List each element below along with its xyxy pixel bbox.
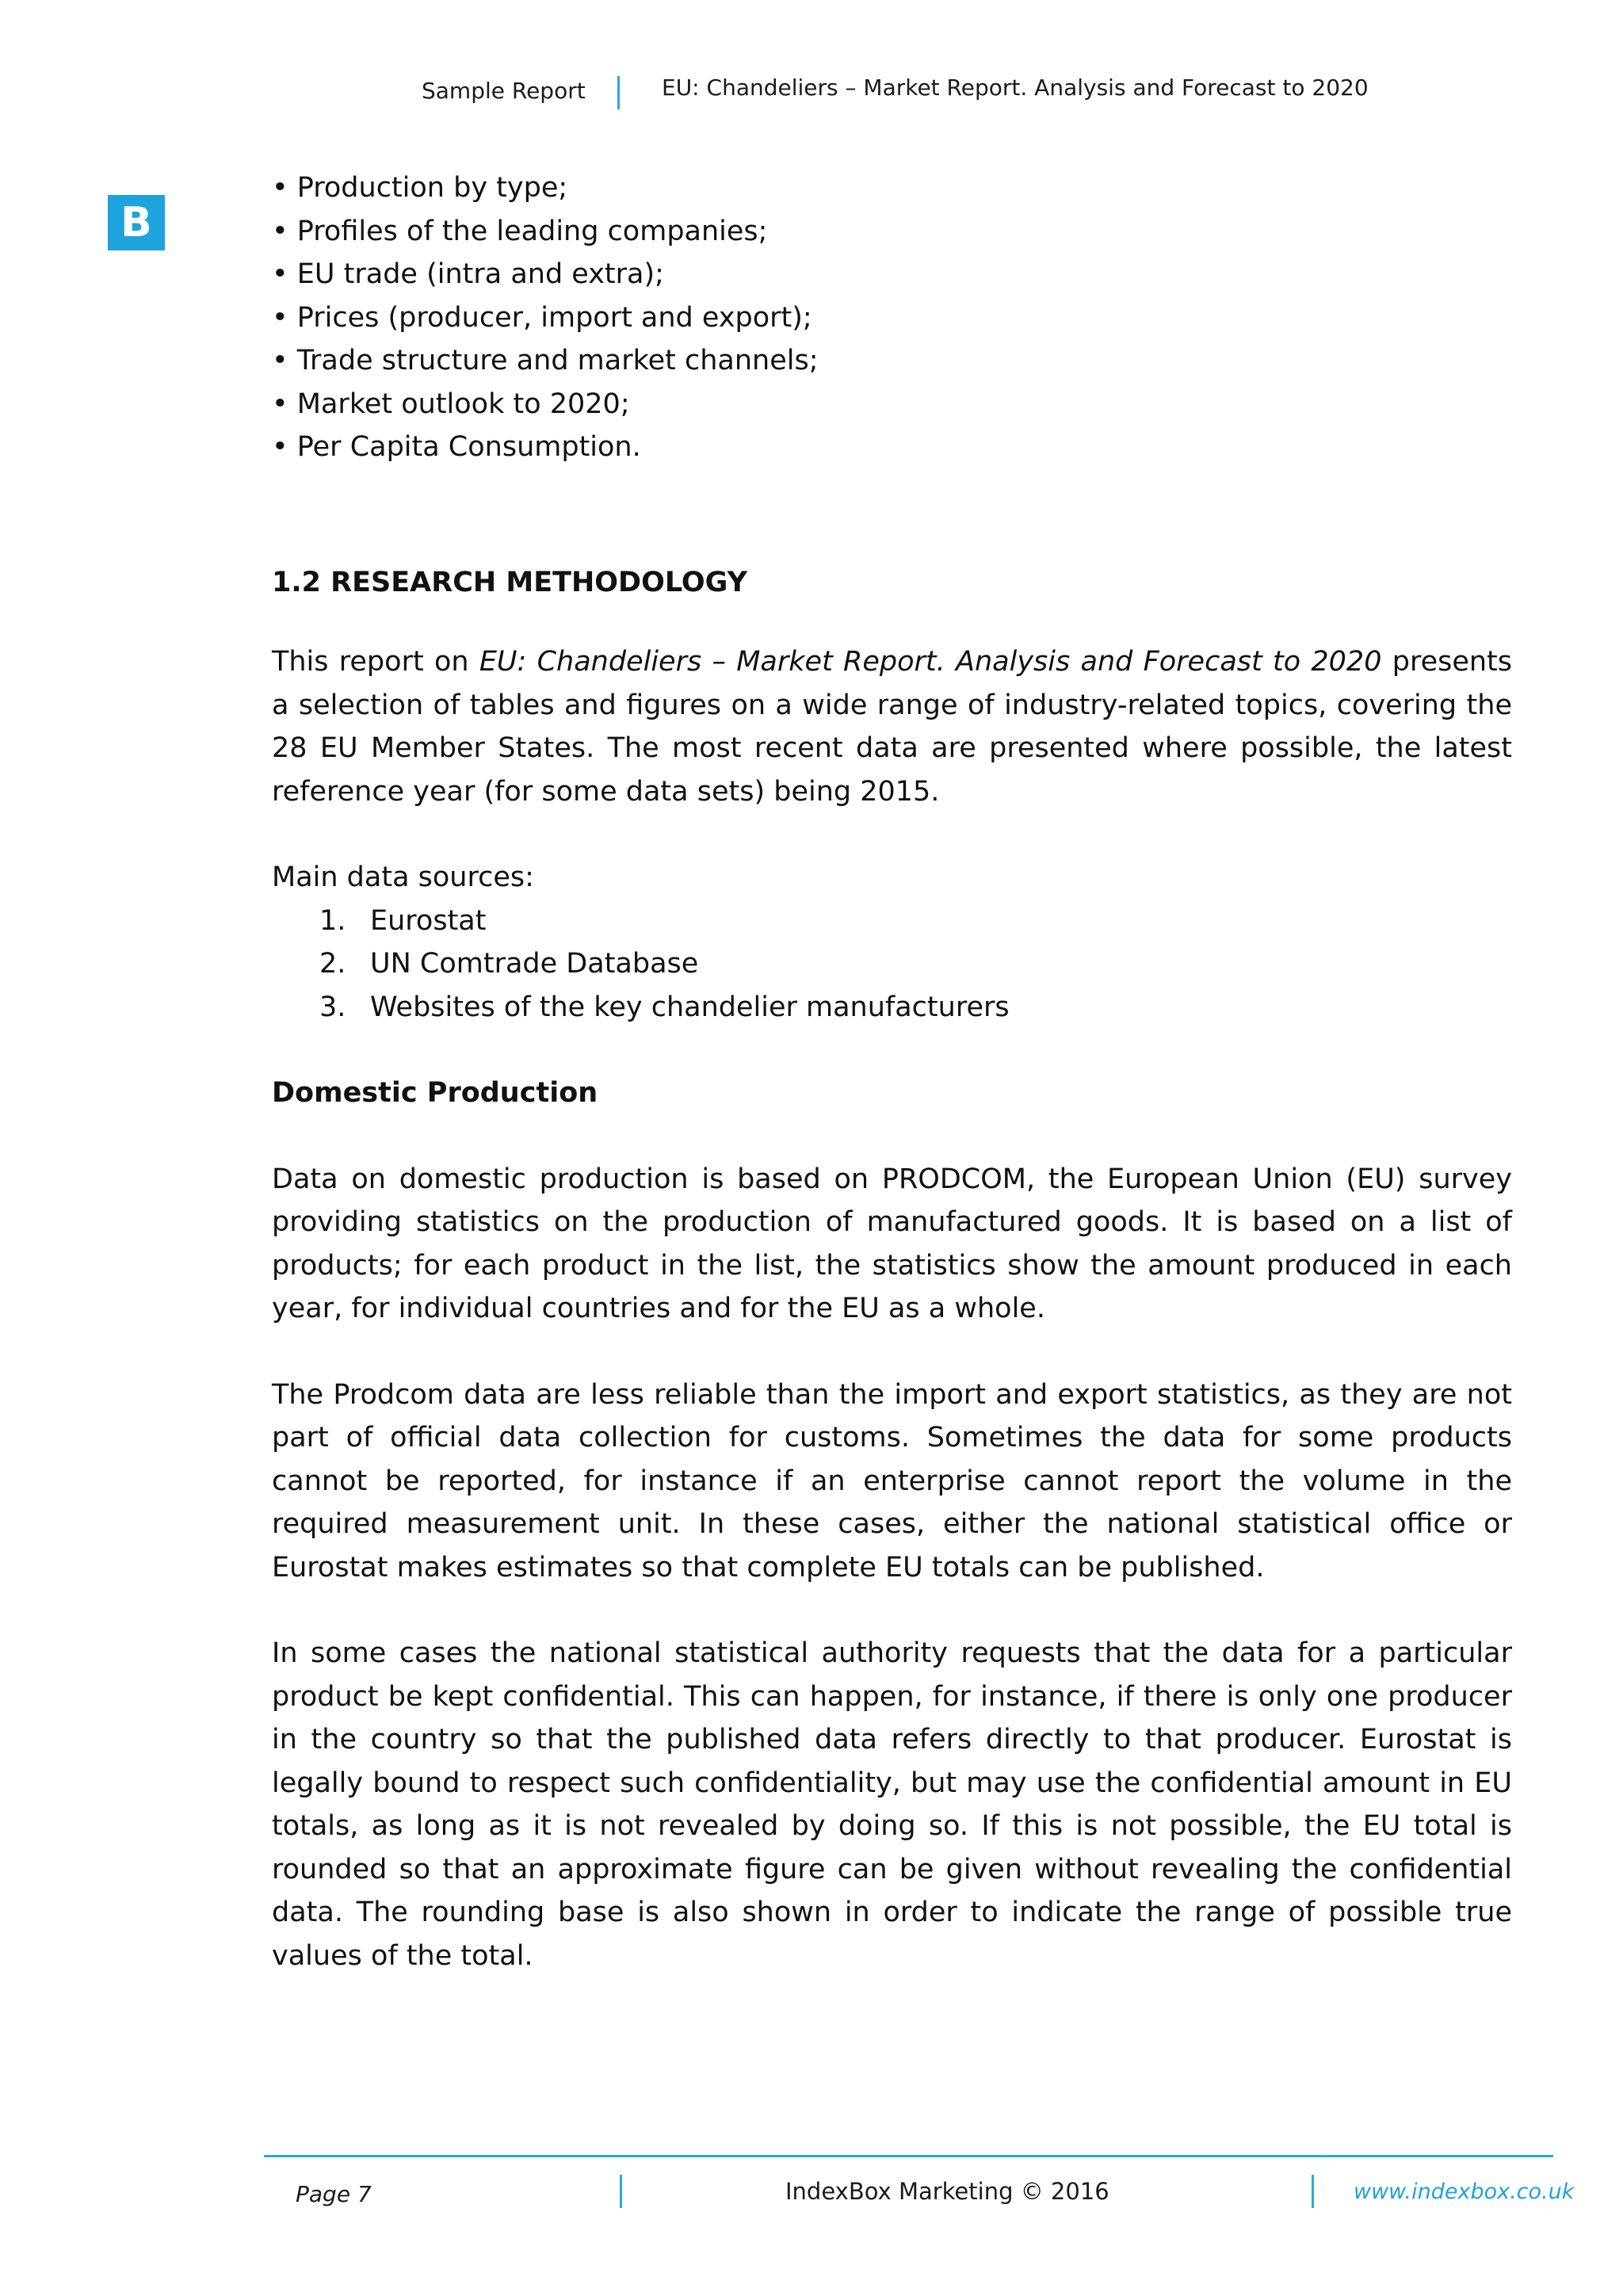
footer-copyright: IndexBox Marketing © 2016 bbox=[785, 2178, 1109, 2205]
list-text: Websites of the key chandelier manufacturers bbox=[370, 991, 1010, 1023]
list-item: • Production by type; bbox=[272, 166, 1512, 210]
sources-list bbox=[272, 900, 1512, 1030]
list-item bbox=[272, 986, 1512, 1030]
list-item bbox=[272, 900, 1512, 943]
intro-suffix: presents a selection of tables and figures on a wide range of industry-related topics, covering the 28 EU Member States. The most recent data are presented where possible, the latest reference year (for some data sets) being 2015. bbox=[272, 646, 1513, 808]
body-paragraph: The Prodcom data are less reliable than the import and export statistics, as they are not part of official data collection for customs. Sometimes the data for some products cannot be reported, for instance if an enterprise cannot report the volume in the required measurement unit. In these cases, either the national statistical office or Eurostat makes estimates so that complete EU totals can be published. bbox=[272, 1378, 1512, 1584]
report-title-italic: EU: Chandeliers – Market Report. Analysis and Forecast to 2020 bbox=[479, 646, 1382, 678]
footer-separator bbox=[1312, 2175, 1314, 2208]
page-number: Page 7 bbox=[296, 2181, 372, 2207]
list-number: 3. bbox=[319, 991, 346, 1023]
list-item: • Prices (producer, import and export); bbox=[272, 296, 1512, 340]
list-item: • Per Capita Consumption. bbox=[272, 426, 1512, 469]
list-item: • Market outlook to 2020; bbox=[272, 383, 1512, 426]
body-paragraph: Data on domestic production is based on PRODCOM, the European Union (EU) survey providing statistics on the production of manufactured goods. It is based on a list of products; for each product in the list, the statistics show the amount produced in each year, for individual countries and for the EU as a whole. bbox=[272, 1163, 1512, 1324]
scope-bullet-list bbox=[272, 166, 1512, 469]
list-item: • Profiles of the leading companies; bbox=[272, 210, 1512, 254]
header-separator bbox=[617, 76, 620, 109]
sources-label: Main data sources: bbox=[272, 861, 534, 893]
indexbox-logo-icon: B bbox=[108, 195, 165, 250]
subsection-heading: Domestic Production bbox=[272, 1077, 598, 1109]
list-text: UN Comtrade Database bbox=[370, 948, 699, 980]
list-item: • Trade structure and market channels; bbox=[272, 339, 1512, 383]
intro-prefix: This report on bbox=[272, 646, 479, 678]
header-report-title: EU: Chandeliers – Market Report. Analysis and Forecast to 2020 bbox=[662, 74, 1369, 101]
footer-separator bbox=[620, 2175, 622, 2208]
list-number: 1. bbox=[319, 904, 346, 937]
section-title: 1.2 RESEARCH METHODOLOGY bbox=[272, 566, 747, 598]
list-number: 2. bbox=[319, 948, 346, 980]
list-item: • EU trade (intra and extra); bbox=[272, 253, 1512, 296]
website-link[interactable]: www.indexbox.co.uk bbox=[1354, 2179, 1575, 2204]
list-item bbox=[272, 942, 1512, 986]
intro-paragraph bbox=[272, 640, 1512, 813]
body-paragraph: In some cases the national statistical authority requests that the data for a particular product be kept confidential. This can happen, for instance, if there is only one producer in the country so that the published data refers directly to that producer. Eurostat is legally bound to respect such confidentiality, but may use the confidential amount in EU totals, as long as it is not revealed by doing so. If this is not possible, the EU total is rounded so that an approximate figure can be given without revealing the confidential data. The rounding base is also shown in order to indicate the range of possible true values of the total. bbox=[272, 1637, 1512, 1972]
footer-rule bbox=[264, 2155, 1553, 2157]
page-content bbox=[272, 166, 1512, 1977]
list-text: Eurostat bbox=[370, 904, 487, 937]
header-report-type: Sample Report bbox=[422, 78, 586, 104]
